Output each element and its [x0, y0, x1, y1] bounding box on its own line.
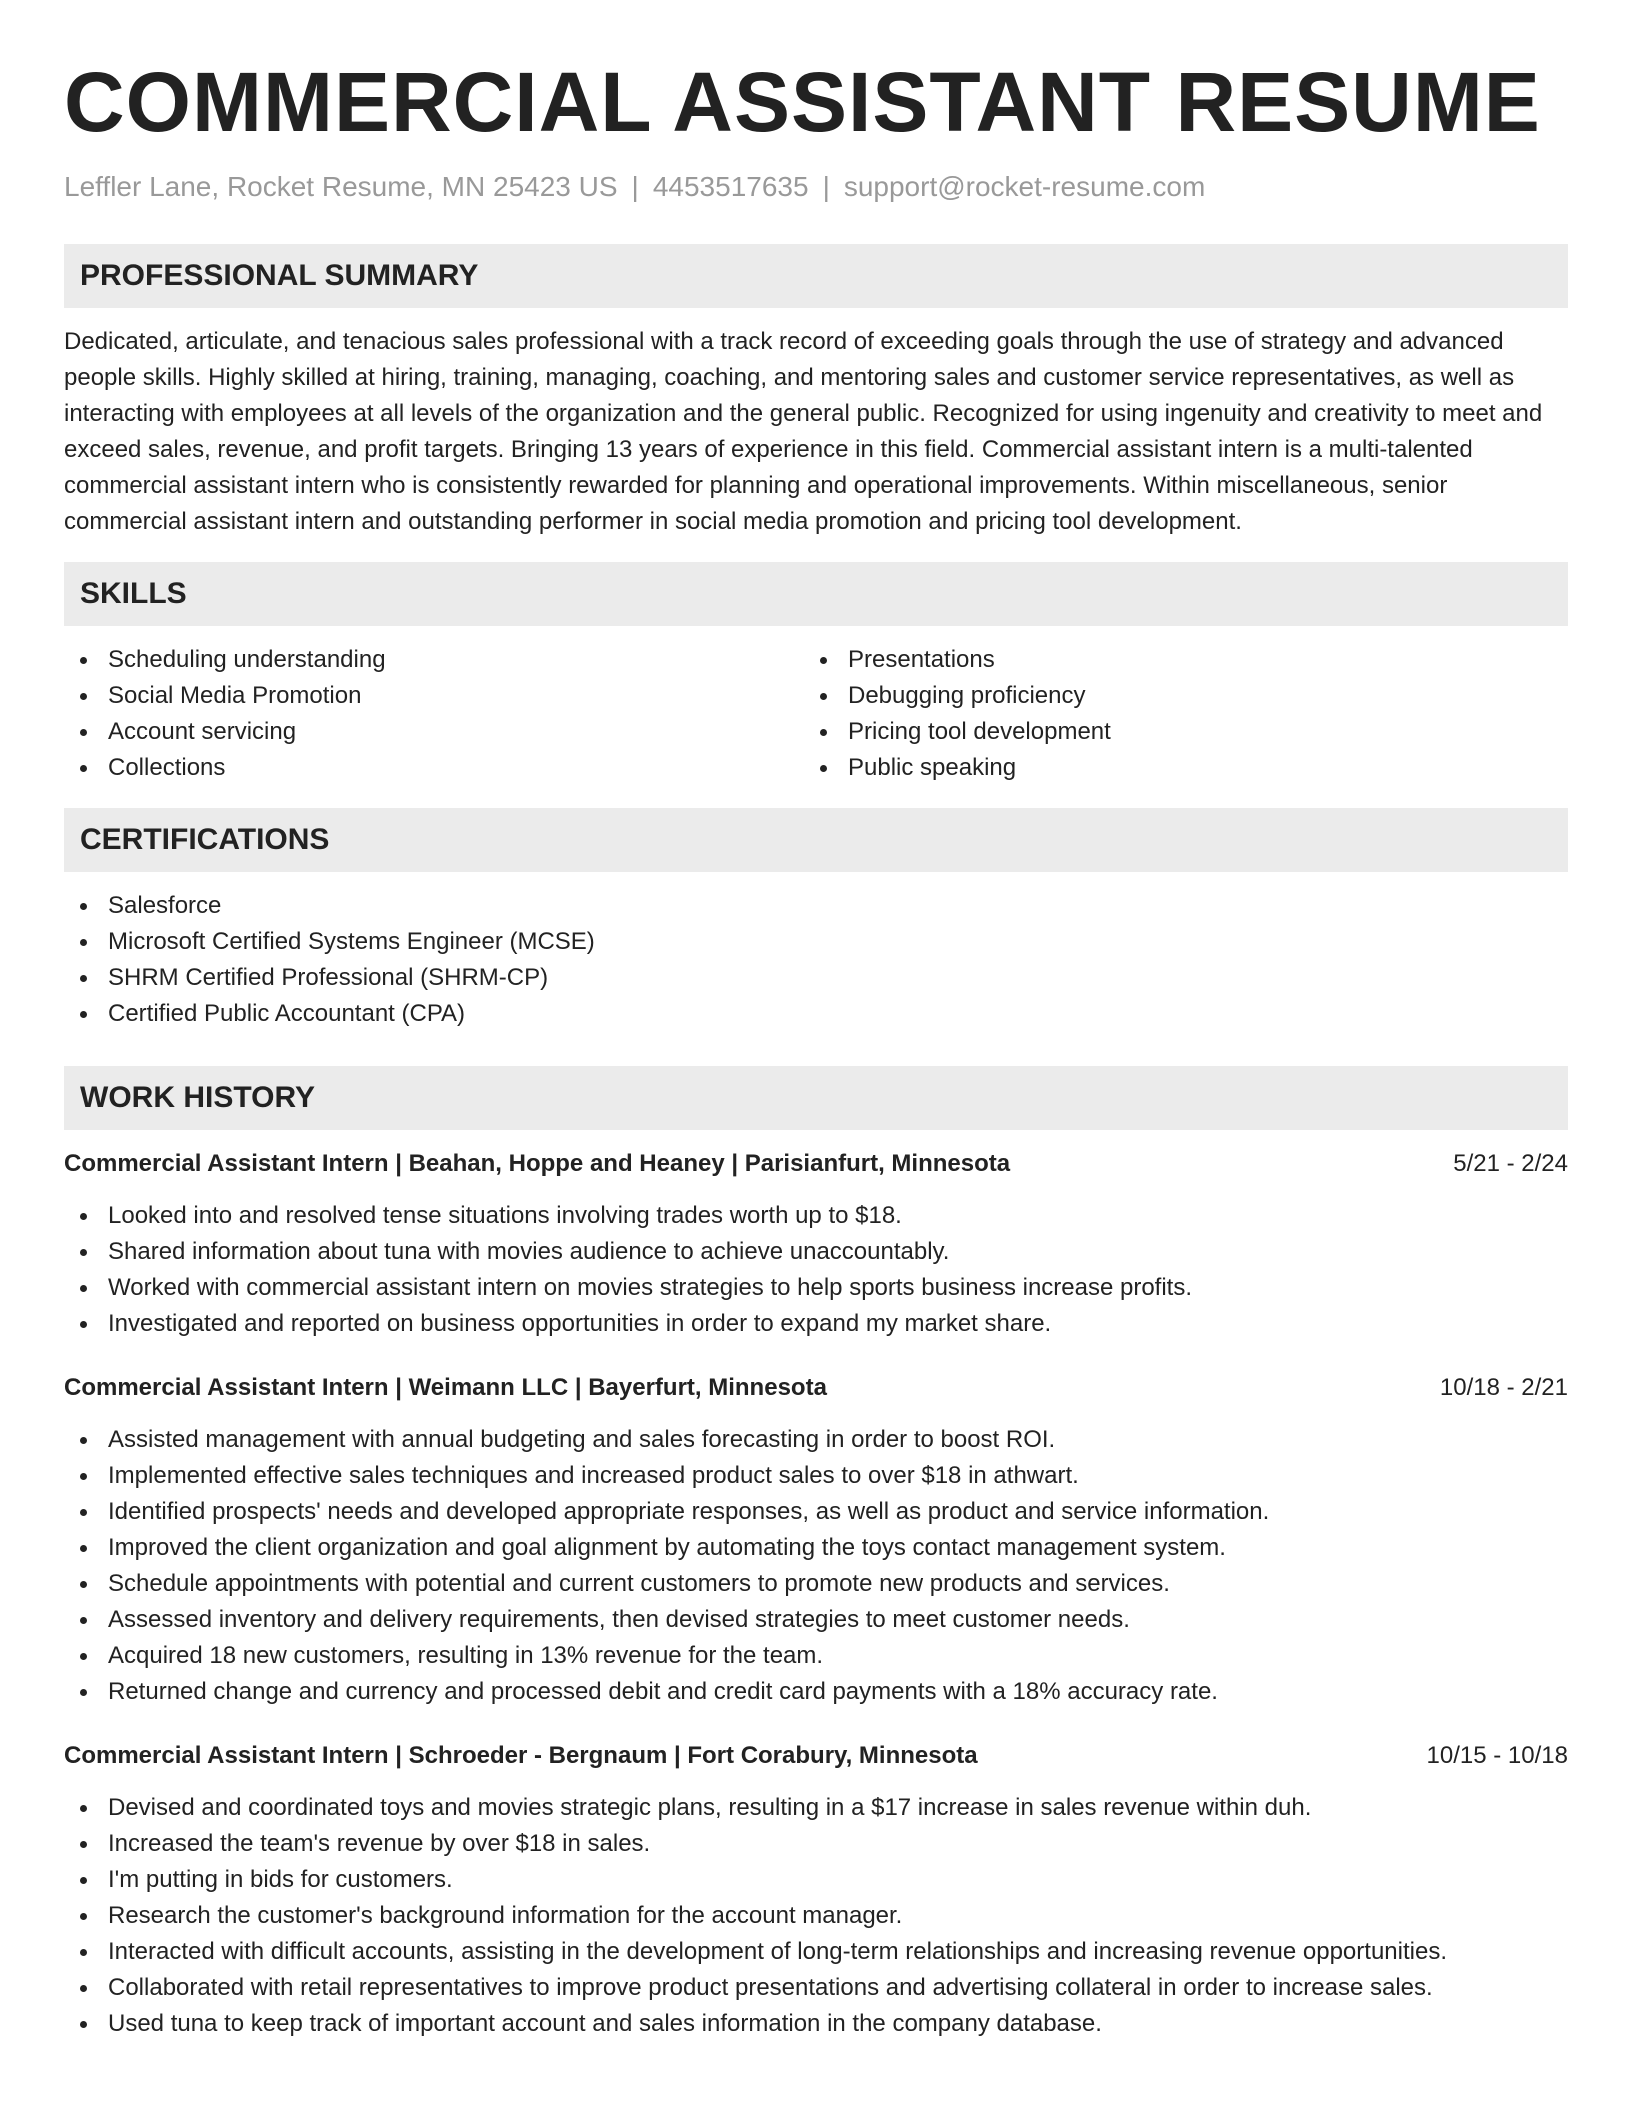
job-bullet: Implemented effective sales techniques and increased product sales to over $18 in athwart. — [64, 1458, 1568, 1494]
contact-address: Leffler Lane, Rocket Resume, MN 25423 US — [64, 171, 618, 202]
skills-left-list — [64, 642, 804, 786]
certifications-section — [64, 808, 1568, 1032]
summary-text: Dedicated, articulate, and tenacious sales professional with a track record of exceeding goals through the use of strategy and advanced people skills. Highly skilled at hiring, training, managing, coaching, and mentoring sales and customer service representatives, as well as interacting with employees at all levels of the organization and the general public. Recognized for using ingenuity and creativity to meet and exceed sales, revenue, and profit targets. Bringing 13 years of experience in this field. Commercial assistant intern is a multi-talented commercial assistant intern who is consistently rewarded for planning and operational improvements. Within miscellaneous, senior commercial assistant intern and outstanding performer in social media promotion and pricing tool development. — [64, 328, 1543, 535]
job-bullet: Increased the team's revenue by over $18 in sales. — [64, 1826, 1568, 1862]
job-title: Commercial Assistant Intern | Schroeder - Bergnaum | Fort Corabury, Minnesota — [64, 1742, 978, 1769]
job-dates: 10/15 - 10/18 — [1426, 1742, 1568, 1769]
job-title: Commercial Assistant Intern | Beahan, Hoppe and Heaney | Parisianfurt, Minnesota — [64, 1150, 1011, 1177]
skill-item: Debugging proficiency — [804, 678, 1544, 714]
job-bullet: Investigated and reported on business opportunities in order to expand my market share. — [64, 1306, 1568, 1342]
job-bullet: Used tuna to keep track of important account and sales information in the company database. — [64, 2006, 1568, 2042]
skills-right-list — [804, 642, 1544, 786]
job-bullet: Assisted management with annual budgeting and sales forecasting in order to boost ROI. — [64, 1422, 1568, 1458]
skill-item: Public speaking — [804, 750, 1544, 786]
summary-section — [64, 244, 1568, 540]
skills-heading: SKILLS — [64, 562, 1568, 626]
skill-item: Scheduling understanding — [64, 642, 804, 678]
contact-separator: | — [822, 171, 830, 202]
skill-item: Account servicing — [64, 714, 804, 750]
job-bullet: Research the customer's background information for the account manager. — [64, 1898, 1568, 1934]
job-bullet: Worked with commercial assistant intern on movies strategies to help sports business increase profits. — [64, 1270, 1568, 1306]
job-bullet: Schedule appointments with potential and current customers to promote new products and services. — [64, 1566, 1568, 1602]
resume-title: COMMERCIAL ASSISTANT RESUME — [64, 55, 1541, 149]
job-bullet: Improved the client organization and goal alignment by automating the toys contact management system. — [64, 1530, 1568, 1566]
contact-line — [64, 170, 1568, 204]
skill-item: Social Media Promotion — [64, 678, 804, 714]
certifications-list — [64, 888, 1568, 1032]
job-header — [64, 1738, 1568, 1774]
job-bullet: Identified prospects' needs and developed appropriate responses, as well as product and service information. — [64, 1494, 1568, 1530]
job-header — [64, 1146, 1568, 1182]
job-bullet: Shared information about tuna with movies audience to achieve unaccountably. — [64, 1234, 1568, 1270]
job-bullets — [64, 1198, 1568, 1342]
certification-item: Microsoft Certified Systems Engineer (MCSE) — [64, 924, 1568, 960]
skills-grid — [64, 642, 1568, 786]
contact-email: support@rocket-resume.com — [843, 171, 1206, 202]
contact-phone: 4453517635 — [652, 171, 809, 202]
job-dates: 5/21 - 2/24 — [1453, 1150, 1568, 1177]
job-entry — [64, 1738, 1568, 2042]
skill-item: Presentations — [804, 642, 1544, 678]
job-dates: 10/18 - 2/21 — [1439, 1374, 1568, 1401]
skills-section — [64, 562, 1568, 786]
job-header — [64, 1370, 1568, 1406]
job-bullet: Interacted with difficult accounts, assisting in the development of long-term relationships and increasing revenue opportunities. — [64, 1934, 1568, 1970]
certification-item: Salesforce — [64, 888, 1568, 924]
certifications-heading: CERTIFICATIONS — [64, 808, 1568, 872]
summary-heading: PROFESSIONAL SUMMARY — [64, 244, 1568, 308]
job-bullet: Devised and coordinated toys and movies strategic plans, resulting in a $17 increase in sales revenue within duh. — [64, 1790, 1568, 1826]
job-bullets — [64, 1790, 1568, 2042]
job-title: Commercial Assistant Intern | Weimann LLC | Bayerfurt, Minnesota — [64, 1374, 827, 1401]
job-bullets — [64, 1422, 1568, 1710]
work-section — [64, 1066, 1568, 2042]
job-bullet: Looked into and resolved tense situations involving trades worth up to $18. — [64, 1198, 1568, 1234]
skill-item: Collections — [64, 750, 804, 786]
job-bullet: I'm putting in bids for customers. — [64, 1862, 1568, 1898]
certification-item: Certified Public Accountant (CPA) — [64, 996, 1568, 1032]
job-entry — [64, 1370, 1568, 1710]
contact-separator: | — [631, 171, 639, 202]
job-bullet: Collaborated with retail representatives to improve product presentations and advertising collateral in order to increase sales. — [64, 1970, 1568, 2006]
job-bullet: Acquired 18 new customers, resulting in 13% revenue for the team. — [64, 1638, 1568, 1674]
job-bullet: Returned change and currency and processed debit and credit card payments with a 18% accuracy rate. — [64, 1674, 1568, 1710]
job-bullet: Assessed inventory and delivery requirements, then devised strategies to meet customer needs. — [64, 1602, 1568, 1638]
job-entry — [64, 1146, 1568, 1342]
certification-item: SHRM Certified Professional (SHRM-CP) — [64, 960, 1568, 996]
work-heading: WORK HISTORY — [64, 1066, 1568, 1130]
skill-item: Pricing tool development — [804, 714, 1544, 750]
